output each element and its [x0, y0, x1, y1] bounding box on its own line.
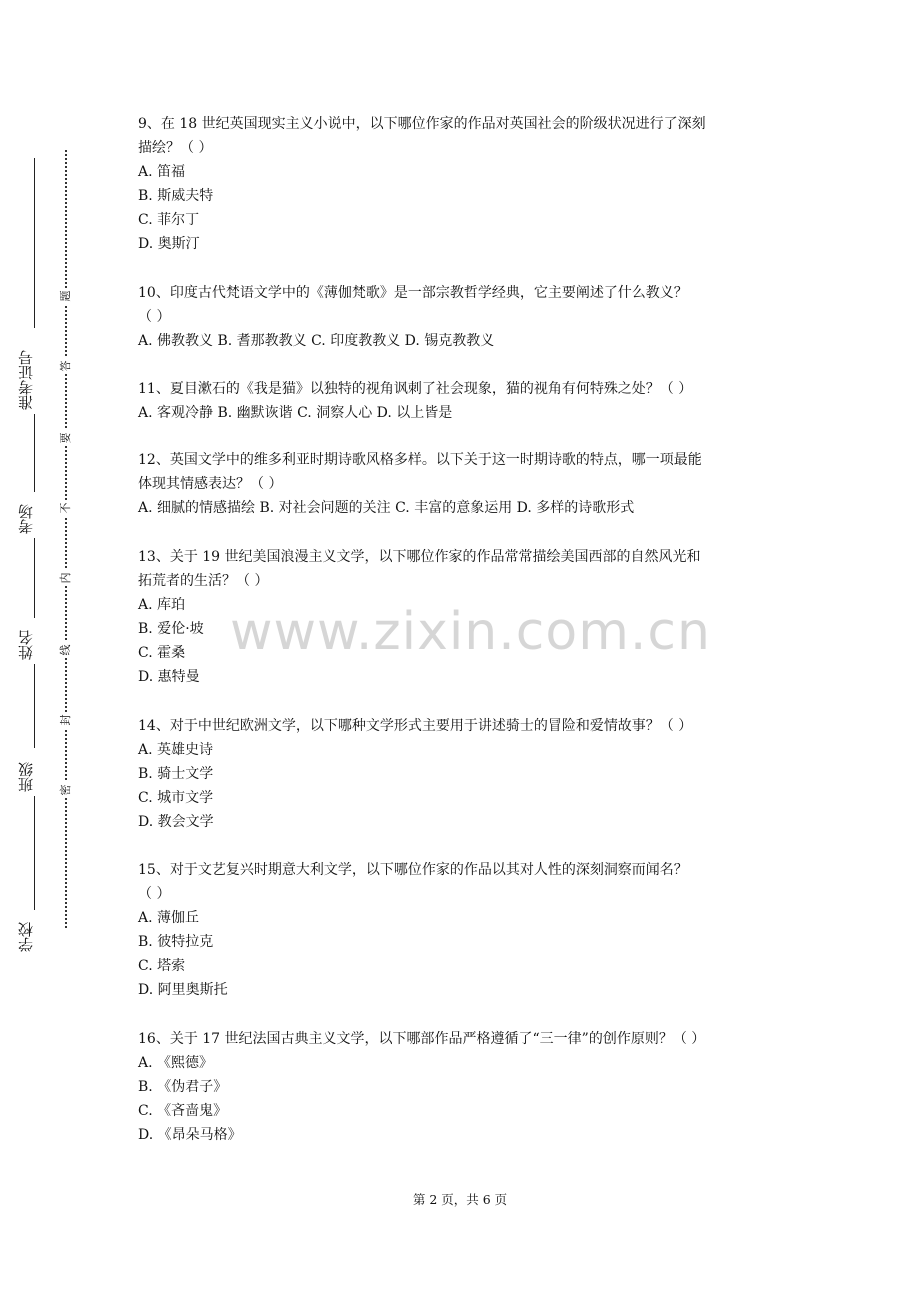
question-15 [138, 858, 788, 1002]
option: A. 细腻的情感描绘 B. 对社会问题的关注 C. 丰富的意象运用 D. 多样的诗歌形式 [138, 500, 635, 516]
name-label: 姓名 [17, 630, 35, 660]
question-14 [138, 714, 788, 834]
question-10 [138, 281, 788, 353]
question-text: （ ） [138, 309, 171, 325]
exam-number-underline [34, 158, 35, 328]
watermark: www.zixin.com.cn [230, 602, 711, 662]
option: B. 《伪君子》 [138, 1079, 228, 1095]
question-text: 10、印度古代梵语文学中的《薄伽梵歌》是一部宗教哲学经典，它主要阐述了什么教义？ [138, 285, 688, 301]
question-text: 12、英国文学中的维多利亚时期诗歌风格多样。以下关于这一时期诗歌的特点，哪一项最能 [138, 452, 702, 468]
school-label: 学校 [17, 922, 35, 952]
seal-char: 封 [58, 712, 74, 728]
question-text: 11、夏目漱石的《我是猫》以独特的视角讽刺了社会现象，猫的视角有何特殊之处？（ ） [138, 381, 693, 397]
option: C. 塔索 [138, 958, 186, 974]
question-9 [138, 112, 788, 256]
option: A. 英雄史诗 [138, 742, 214, 758]
question-11 [138, 377, 788, 425]
option: D. 惠特曼 [138, 669, 200, 685]
question-text: 15、对于文艺复兴时期意大利文学，以下哪位作家的作品以其对人性的深刻洞察而闻名？ [138, 862, 688, 878]
seal-char: 答 [58, 358, 74, 374]
option: D. 教会文学 [138, 814, 214, 830]
exam-room-label: 考场 [17, 504, 35, 534]
question-text: （ ） [138, 886, 171, 902]
question-13 [138, 545, 788, 689]
seal-char: 线 [58, 642, 74, 658]
question-text: 14、对于中世纪欧洲文学，以下哪种文学形式主要用于讲述骑士的冒险和爱情故事？（ ） [138, 718, 693, 734]
class-underline [34, 664, 35, 748]
seal-char: 内 [58, 570, 74, 586]
option: A. 佛教教义 B. 耆那教教义 C. 印度教教义 D. 锡克教教义 [138, 333, 495, 349]
seal-char: 不 [58, 500, 74, 516]
question-text: 拓荒者的生活？（ ） [138, 573, 269, 589]
option: D. 阿里奥斯托 [138, 982, 228, 998]
option: B. 斯威夫特 [138, 188, 214, 204]
question-text: 13、关于 19 世纪美国浪漫主义文学，以下哪位作家的作品常常描绘美国西部的自然风光和 [138, 549, 701, 565]
question-12 [138, 448, 788, 520]
option: A. 薄伽丘 [138, 910, 200, 926]
question-text: 16、关于 17 世纪法国古典主义文学，以下哪部作品严格遵循了“三一律”的创作原则？（ ） [138, 1031, 706, 1047]
school-underline [34, 796, 35, 910]
option: C. 霍桑 [138, 645, 186, 661]
page-footer: 第 2 页，共 6 页 [412, 1192, 508, 1207]
option: D. 《昂朵马格》 [138, 1127, 242, 1143]
option: A. 客观冷静 B. 幽默诙谐 C. 洞察人心 D. 以上皆是 [138, 405, 453, 421]
option: A. 《熙德》 [138, 1055, 214, 1071]
option: B. 彼特拉克 [138, 934, 214, 950]
seal-char: 题 [58, 288, 74, 304]
option: C. 《吝啬鬼》 [138, 1103, 228, 1119]
option: C. 城市文学 [138, 790, 214, 806]
class-label: 班级 [17, 762, 35, 792]
option: C. 菲尔丁 [138, 212, 200, 228]
option: A. 库珀 [138, 597, 186, 613]
exam-room-underline [34, 414, 35, 492]
seal-char: 要 [58, 430, 74, 446]
option: B. 骑士文学 [138, 766, 214, 782]
option: A. 笛福 [138, 164, 186, 180]
question-text: 描绘？（ ） [138, 140, 213, 156]
option: B. 爱伦·坡 [138, 621, 204, 637]
option: D. 奥斯汀 [138, 236, 200, 252]
exam-number-label: 准考证号 [17, 350, 35, 410]
seal-char: 密 [58, 782, 74, 798]
name-underline [34, 538, 35, 618]
question-text: 体现其情感表达？（ ） [138, 476, 283, 492]
question-16 [138, 1027, 788, 1147]
question-text: 9、在 18 世纪英国现实主义小说中，以下哪位作家的作品对英国社会的阶级状况进行了深刻 [138, 116, 706, 132]
seal-dotted-line [65, 150, 67, 928]
